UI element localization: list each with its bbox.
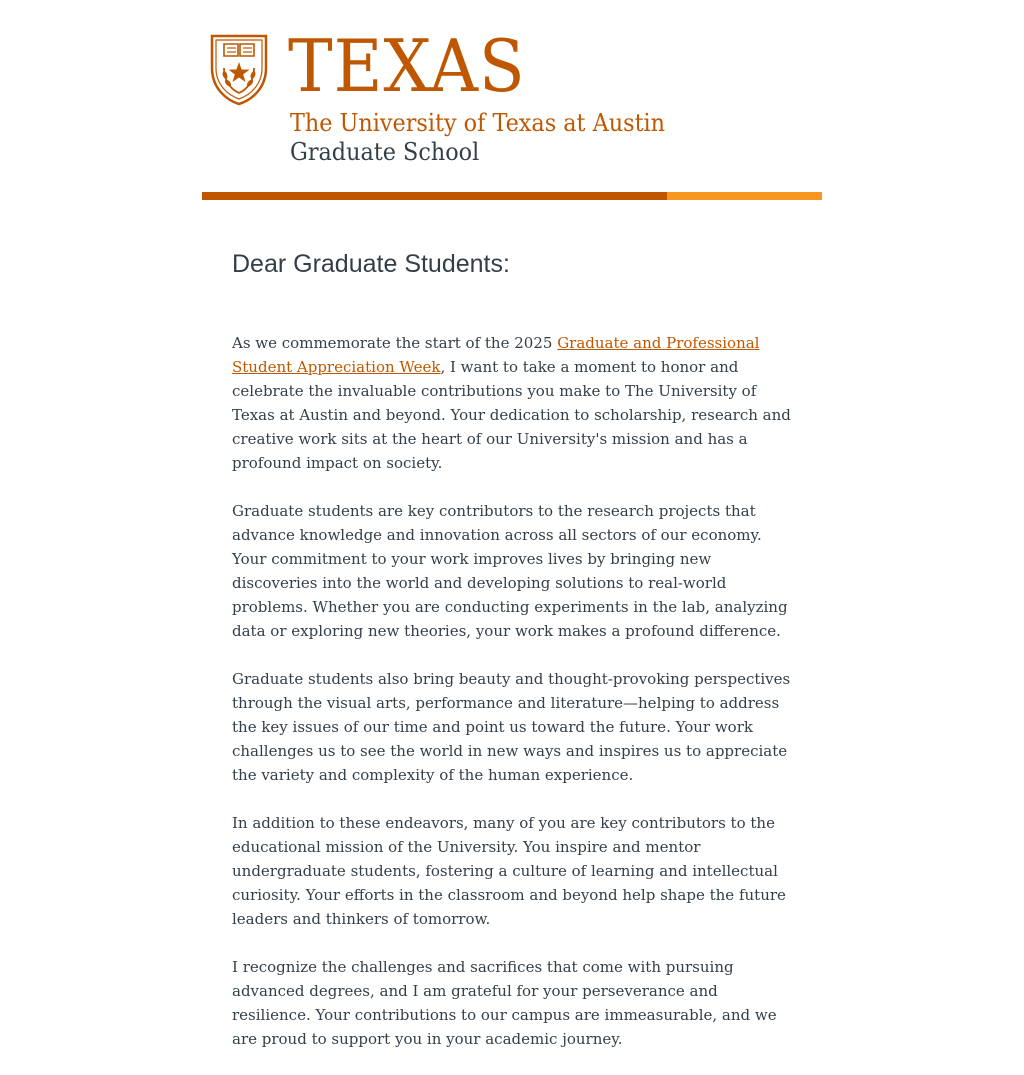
paragraph-2: Graduate students are key contributors to the research projects that advance knowledge and innovation across all sectors of our economy. Your commitment to your work improves lives by bringing new discoveries into the world and developing solutions to real-world problems. Whether you are conducting experiments in the lab, analyzing data or exploring new theories, your work makes a profound difference. — [232, 502, 788, 640]
school-name: Graduate School — [290, 138, 480, 166]
greeting: Dear Graduate Students: — [232, 250, 510, 278]
paragraph-4: In addition to these endeavors, many of you are key contributors to the educational mission of the University. You inspire and mentor undergraduate students, fostering a culture of learning and intellectual curiosity. Your efforts in the classroom and beyond help shape the future leaders and thinkers of tomorrow. — [232, 814, 786, 928]
divider-light-segment — [667, 192, 822, 200]
university-name: The University of Texas at Austin — [290, 109, 666, 137]
appreciation-week-link[interactable]: Graduate and Professional Student Appreciation Week — [232, 334, 760, 376]
paragraph-1-rest: , I want to take a moment to honor and celebrate the invaluable contributions you make to The University of Texas at Austin and beyond. Your dedication to scholarship, research and creative work sits at the heart of our University's mission and has a profound impact on society. — [232, 358, 791, 472]
paragraph-5: I recognize the challenges and sacrifices that come with pursuing advanced degrees, and I am grateful for your perseverance and resilience. Your contributions to our campus are immeasurable, and we are proud to support you in your academic journey. — [232, 958, 777, 1048]
header-divider — [202, 192, 822, 200]
paragraph-1-intro: As we commemorate the start of the 2025 — [232, 334, 558, 352]
paragraph-1 — [232, 331, 794, 475]
divider-dark-segment — [202, 192, 667, 200]
header-logo — [202, 24, 822, 192]
paragraph-3: Graduate students also bring beauty and thought-provoking perspectives through the visual arts, performance and literature—helping to address the key issues of our time and point us toward the future. Your work challenges us to see the world in new ways and inspires us to appreciate the variety and complexity of the human experience. — [232, 670, 791, 784]
texas-wordmark: TEXAS — [288, 24, 526, 108]
ut-shield-icon — [210, 34, 268, 106]
letter-body — [232, 248, 794, 1075]
